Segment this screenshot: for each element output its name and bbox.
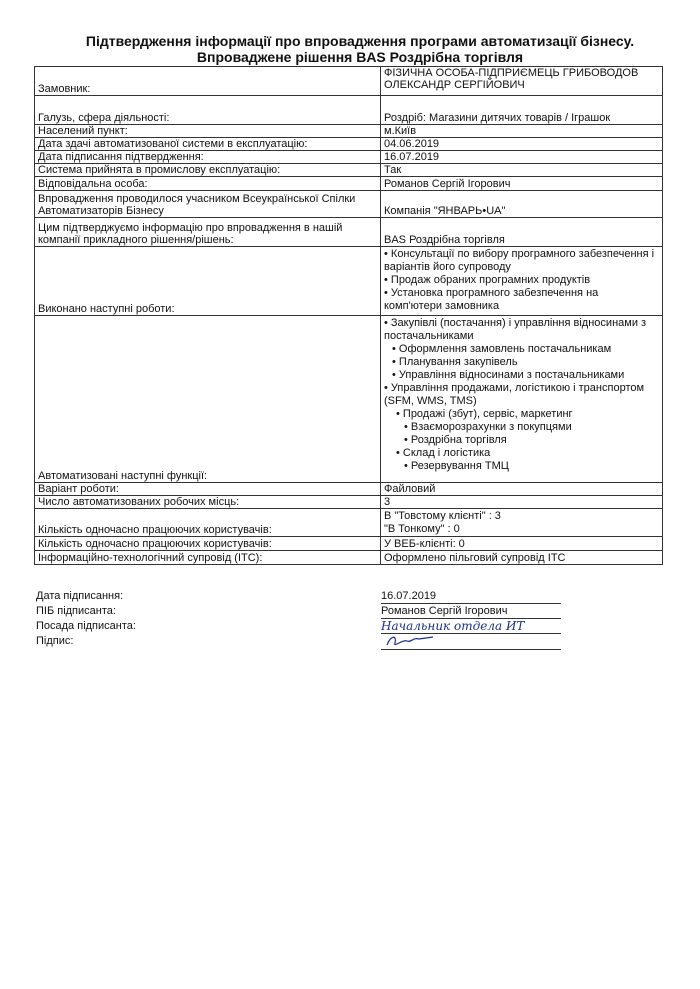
row-value: Оформлено пільговий супровід ІТС xyxy=(381,551,663,565)
signature-row xyxy=(34,635,663,650)
row-value: м.Київ xyxy=(381,125,663,138)
row-value xyxy=(381,509,663,537)
list-item: • Планування закупівель xyxy=(392,356,518,368)
info-table xyxy=(34,66,663,565)
list-item: • Консультації по вибору програмного забезпечення і варіантів його супроводу xyxy=(384,248,655,273)
table-row xyxy=(35,177,663,191)
row-value: Романов Сергій Ігорович xyxy=(381,177,663,191)
row-label: Замовник: xyxy=(35,67,381,96)
row-label: Система прийнята в промислову експлуатацію: xyxy=(35,164,381,177)
table-row xyxy=(35,125,663,138)
name-label: ПІБ підписанта: xyxy=(36,605,116,617)
users-thin-client: "В Тонкому" : 0 xyxy=(384,523,460,535)
users-thick-client: В "Товстому клієнті" : 3 xyxy=(384,510,501,522)
row-value: 3 xyxy=(381,496,663,509)
row-value: Так xyxy=(381,164,663,177)
signature-block xyxy=(34,590,663,650)
row-label: Число автоматизованих робочих місць: xyxy=(35,496,381,509)
date-value: 16.07.2019 xyxy=(381,590,561,604)
row-label: Інформаційно-технологічний супровід (ІТС): xyxy=(35,551,381,565)
table-row xyxy=(35,551,663,565)
row-label: Варіант роботи: xyxy=(35,483,381,496)
sign-label: Підпис: xyxy=(36,635,74,647)
table-row xyxy=(35,483,663,496)
works-list xyxy=(381,247,663,316)
table-row xyxy=(35,191,663,218)
table-row xyxy=(35,496,663,509)
date-label: Дата підписання: xyxy=(36,590,124,602)
row-label: Дата підписання підтвердження: xyxy=(35,151,381,164)
position-label: Посада підписанта: xyxy=(36,620,136,632)
list-item: • Закупівлі (постачання) і управління відносинами з постачальниками xyxy=(384,317,647,342)
row-value: Компанія "ЯНВАРЬ•UA" xyxy=(381,191,663,218)
row-value: ФІЗИЧНА ОСОБА-ПІДПРИЄМЕЦЬ ГРИБОВОДОВ ОЛЕКСАНДР СЕРГІЙОВИЧ xyxy=(381,67,663,96)
row-value: 16.07.2019 xyxy=(381,151,663,164)
handwritten-signature-icon xyxy=(383,633,443,649)
position-value: Начальник отдела ИТ xyxy=(381,620,561,634)
signature-line xyxy=(381,635,561,650)
row-value: Роздріб: Магазини дитячих товарів / Іграшок xyxy=(381,96,663,125)
row-value: 04.06.2019 xyxy=(381,138,663,151)
row-value: BAS Роздрібна торгівля xyxy=(381,218,663,247)
row-label: Населений пункт: xyxy=(35,125,381,138)
table-row xyxy=(35,218,663,247)
table-row xyxy=(35,138,663,151)
row-label: Виконано наступні роботи: xyxy=(35,247,381,316)
table-row-works xyxy=(35,247,663,316)
signature-row xyxy=(34,605,663,620)
list-item: • Продаж обраних програмних продуктів xyxy=(384,274,591,286)
row-label: Автоматизовані наступні функції: xyxy=(35,316,381,483)
list-item: • Взаєморозрахунки з покупцями xyxy=(404,421,572,433)
row-label: Відповідальна особа: xyxy=(35,177,381,191)
table-row-functions xyxy=(35,316,663,483)
signature-row xyxy=(34,620,663,635)
functions-list xyxy=(381,316,663,483)
table-row xyxy=(35,537,663,551)
name-value: Романов Сергій Ігорович xyxy=(381,605,561,619)
table-row xyxy=(35,151,663,164)
list-item: • Роздрібна торгівля xyxy=(404,434,507,446)
row-value: Файловий xyxy=(381,483,663,496)
table-row xyxy=(35,164,663,177)
page-title: Підтвердження інформації про впровадження програми автоматизації бізнесу. Впроваджене рішення BAS Роздрібна торгівля xyxy=(85,33,635,65)
list-item: • Оформлення замовлень постачальникам xyxy=(392,343,612,355)
row-label: Кількість одночасно працюючих користувачів: xyxy=(35,509,381,537)
list-item: • Управління відносинами з постачальниками xyxy=(392,369,625,381)
table-row xyxy=(35,67,663,96)
list-item: • Резервування ТМЦ xyxy=(404,460,509,472)
list-item: • Установка програмного забезпечення на комп'ютери замовника xyxy=(384,287,599,312)
signature-row xyxy=(34,590,663,605)
row-label: Кількість одночасно працюючих користувачів: xyxy=(35,537,381,551)
row-label: Дата здачі автоматизованої системи в експлуатацію: xyxy=(35,138,381,151)
list-item: • Управління продажами, логістикою і транспортом (SFM, WMS, TMS) xyxy=(384,382,645,407)
list-item: • Продажі (збут), сервіс, маркетинг xyxy=(396,408,573,420)
row-label: Галузь, сфера діяльності: xyxy=(35,96,381,125)
row-value: У ВЕБ-клієнті: 0 xyxy=(381,537,663,551)
list-item: • Склад і логістика xyxy=(396,447,491,459)
row-label: Цим підтверджуємо інформацію про впровадження в нашій компанії прикладного рішення/рішень: xyxy=(35,218,381,247)
table-row xyxy=(35,509,663,537)
row-label: Впровадження проводилося учасником Всеукраїнської Спілки Автоматизаторів Бізнесу xyxy=(35,191,381,218)
table-row xyxy=(35,96,663,125)
